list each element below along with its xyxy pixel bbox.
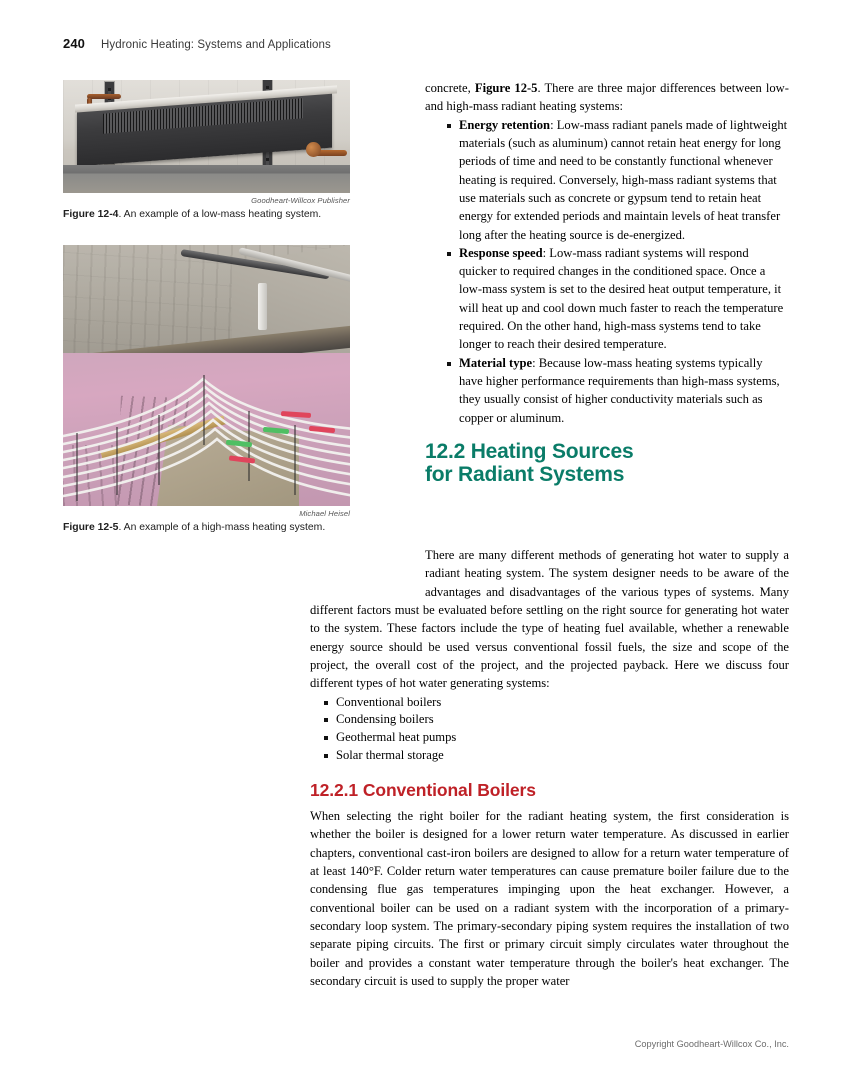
- floor-edge: [63, 165, 350, 193]
- paragraph-conventional-boilers: When selecting the right boiler for the radiant heating system, the first consideration is whether the boiler is designed for a lower return water temperature. As discussed in earlier chapters, conventional cast-iron boilers are designed to allow for a return water temperature of at least 140°F. Colder return water temperatures can cause premature boiler failure due to the condensing flue gas temperatures impinging upon the heat exchanger. However, a conventional boiler can be used on a radiant system with the incorporation of a primary-secondary loop system. The primary-secondary piping system requires the installation of two separate piping circuits. The first or primary circuit simply circulates water throughout the boiler and provides a constant water temperature through the boiler's heat exchanger. The secondary circuit is used to supply the proper water: [310, 809, 789, 988]
- figure-12-5-credit: Michael Heisel: [299, 509, 350, 518]
- figure-column: [63, 80, 350, 534]
- hot-water-systems-list: [324, 694, 789, 766]
- section-heading-12-2: [425, 440, 789, 487]
- section-heading-line-2: for Radiant Systems: [425, 463, 625, 487]
- copper-pipe-top: [87, 94, 121, 99]
- caption-wrap-spacer: [310, 546, 425, 585]
- list-item: [447, 116, 789, 244]
- page-header: [63, 36, 763, 51]
- list-item: Condensing boilers: [324, 711, 789, 729]
- bullet-text: : Because low-mass heating systems typically have higher performance requirements than high-mass systems, they usually consist of higher conductivity materials such as copper or aluminum.: [459, 355, 780, 425]
- list-item: [447, 244, 789, 354]
- paragraph-heating-sources: There are many different methods of generating hot water to supply a radiant heating system. The system designer needs to be aware of the advantages and disadvantages of the various types of systems. Many different factors must be evaluated before settling on the right source for generating hot water to the system. These factors include the type of heating fuel available, whether a renewable energy source should be used versus conventional fossil fuels, the size and scope of the project, the overall cost of the project, and the projected payback. Here we discuss four different types of hot water generating systems:: [310, 548, 789, 691]
- right-text-column: [425, 79, 789, 496]
- bullet-term: Response speed: [459, 245, 543, 260]
- intro-pre: concrete,: [425, 81, 475, 95]
- pex-tubing-loops: [63, 349, 350, 506]
- bullet-text: : Low-mass radiant panels made of lightweight materials (such as aluminum) cannot retain heat energy for long periods of time and need to be constantly functional whenever heating is required. Conversely, high-mass radiant systems that use materials such as concrete or gypsum tend to retain heat energy for extended periods and maintain levels of heat transfer long after the heating source is de-energized.: [459, 117, 788, 242]
- figure-12-5-image: [63, 245, 350, 506]
- figure-12-5-caption: [63, 521, 350, 534]
- differences-bullet-list: [447, 116, 789, 427]
- figure-12-4-credit: Goodheart-Willcox Publisher: [251, 196, 350, 205]
- page-number: 240: [63, 36, 85, 51]
- vertical-pipe-stub: [258, 283, 267, 330]
- running-title: Hydronic Heating: Systems and Applications: [101, 39, 331, 51]
- section-heading-line-1: 12.2 Heating Sources: [425, 439, 634, 463]
- figure-12-5-label: Figure 12-5: [63, 522, 119, 533]
- figure-12-5-caption-text: . An example of a high-mass heating system.: [118, 522, 326, 533]
- list-item: [447, 354, 789, 427]
- figure-cross-reference: Figure 12-5: [474, 81, 538, 95]
- bullet-term: Energy retention: [459, 117, 551, 132]
- bullet-term: Material type: [459, 355, 533, 370]
- figure-12-5: [63, 245, 350, 534]
- bullet-text: : Low-mass radiant systems will respond quicker to required changes in the conditioned space. Once a low-mass system is set to the desired heat output temperature, it will heat up and cool down much faster to reach the temperature required. On the other hand, high-mass systems tend to take longer to reach their desired temperature.: [459, 245, 784, 352]
- subsection-heading-12-2-1: 12.2.1 Conventional Boilers: [310, 780, 536, 800]
- pipe-elbow: [306, 142, 321, 157]
- lower-text-column: [310, 546, 789, 990]
- list-item: Solar thermal storage: [324, 747, 789, 765]
- figure-12-4-label: Figure 12-4: [63, 209, 119, 220]
- figure-12-4: [63, 80, 350, 221]
- paragraph-intro: [425, 79, 789, 116]
- page-footer: Copyright Goodheart-Willcox Co., Inc.: [634, 1039, 789, 1049]
- figure-12-4-image: [63, 80, 350, 193]
- intro-post: . There are three major differences between low- and high-mass radiant heating systems:: [425, 81, 789, 114]
- figure-12-4-caption: [63, 208, 350, 221]
- list-item: Geothermal heat pumps: [324, 729, 789, 747]
- list-item: Conventional boilers: [324, 694, 789, 712]
- figure-12-4-caption-text: . An example of a low-mass heating system.: [118, 209, 322, 220]
